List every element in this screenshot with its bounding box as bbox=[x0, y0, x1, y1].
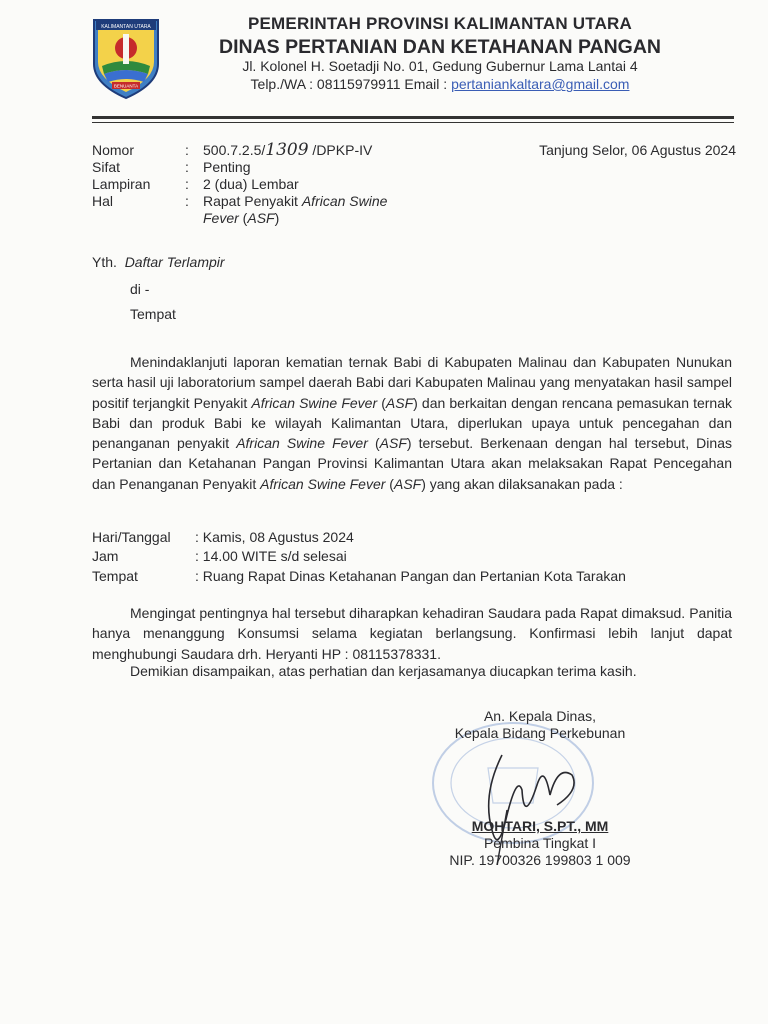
signature-title-2: Kepala Bidang Perkebunan bbox=[454, 725, 626, 741]
sifat-label: Sifat bbox=[92, 159, 121, 175]
hal-value: Rapat Penyakit African Swine bbox=[203, 193, 388, 209]
schedule-time-label: Jam bbox=[92, 548, 119, 564]
schedule-time-value: : 14.00 WITE s/d selesai bbox=[195, 548, 347, 564]
nomor-handwritten: 1309 bbox=[265, 140, 309, 160]
nomor-value: 500.7.2.5/1309 /DPKP-IV bbox=[203, 140, 373, 160]
body-paragraph-3: Demikian disampaikan, atas perhatian dan kerjasamanya diucapkan terima kasih. bbox=[130, 663, 637, 679]
sifat-value: Penting bbox=[203, 159, 251, 175]
colon: : bbox=[185, 142, 189, 158]
schedule-place-label: Tempat bbox=[92, 568, 138, 584]
colon: : bbox=[185, 176, 189, 192]
lampiran-label: Lampiran bbox=[92, 176, 151, 192]
recipient-place: Tempat bbox=[130, 306, 176, 322]
colon: : bbox=[185, 193, 189, 209]
svg-text:BENUANTA: BENUANTA bbox=[113, 83, 139, 89]
recipient-di: di - bbox=[130, 281, 150, 297]
signatory-name: MOHTARI, S.PT., MM bbox=[471, 818, 609, 834]
schedule-day-value: : Kamis, 08 Agustus 2024 bbox=[195, 529, 354, 545]
signatory-rank: Pembina Tingkat I bbox=[483, 835, 597, 851]
recipient-name: Daftar Terlampir bbox=[124, 254, 225, 270]
body-paragraph-2: Mengingat pentingnya hal tersebut diharapkan kehadiran Saudara pada Rapat dimaksud. Panitia hanya menanggung Konsumsi selama kegiatan berlangsung. Konfirmasi lebih lanjut dapat menghubungi Saudara drh. Heryanti HP : 08115378331. bbox=[92, 605, 732, 662]
kaltara-logo bbox=[88, 16, 164, 100]
contact-phone: Telp./WA : 08115979911 Email : bbox=[250, 76, 452, 92]
lampiran-value: 2 (dua) Lembar bbox=[203, 176, 299, 192]
body-paragraph-1: Menindaklanjuti laporan kematian ternak Babi di Kabupaten Malinau dan Kabupaten Nunukan serta hasil uji laboratorium sampel daerah Babi dari Kabupaten Malinau yang menyatakan hasil sampel positif terjangkit Penyakit African Swine Fever (ASF) dan berkaitan dengan rencana pemasukan ternak Babi dan produk Babi ke wilayah Kalimantan Utara, diperlukan upaya untuk pencegahan dan penanganan penyakit African Swine Fever (ASF) tersebut. Berkenaan dengan hal tersebut, Dinas Pertanian dan Ketahanan Pangan Provinsi Kalimantan Utara akan melaksakan Rapat Pencegahan dan Penanganan Penyakit African Swine Fever (ASF) yang akan dilaksanakan pada : bbox=[92, 354, 732, 492]
schedule-day-label: Hari/Tanggal bbox=[92, 529, 171, 545]
header-government: PEMERINTAH PROVINSI KALIMANTAN UTARA bbox=[247, 14, 633, 33]
signature-title-1: An. Kepala Dinas, bbox=[483, 708, 597, 724]
header-address: Jl. Kolonel H. Soetadji No. 01, Gedung Gubernur Lama Lantai 4 bbox=[242, 58, 638, 74]
nomor-label: Nomor bbox=[92, 142, 135, 158]
place-date: Tanjung Selor, 06 Agustus 2024 bbox=[539, 142, 736, 158]
schedule-place-value: : Ruang Rapat Dinas Ketahanan Pangan dan Pertanian Kota Tarakan bbox=[195, 568, 626, 584]
letterhead-rule-thick bbox=[92, 116, 734, 119]
hal-label: Hal bbox=[92, 193, 114, 209]
letterhead-rule-thin bbox=[92, 122, 734, 123]
signatory-nip: NIP. 19700326 199803 1 009 bbox=[449, 852, 631, 868]
header-agency: DINAS PERTANIAN DAN KETAHANAN PANGAN bbox=[219, 36, 661, 58]
hal-value-line2: Fever (ASF) bbox=[203, 210, 280, 226]
colon: : bbox=[185, 159, 189, 175]
email-link[interactable]: pertaniankaltara@gmail.com bbox=[451, 76, 630, 92]
header-contact bbox=[180, 76, 700, 92]
recipient-line: Yth. Daftar Terlampir bbox=[92, 254, 225, 270]
svg-text:KALIMANTAN UTARA: KALIMANTAN UTARA bbox=[101, 24, 151, 30]
